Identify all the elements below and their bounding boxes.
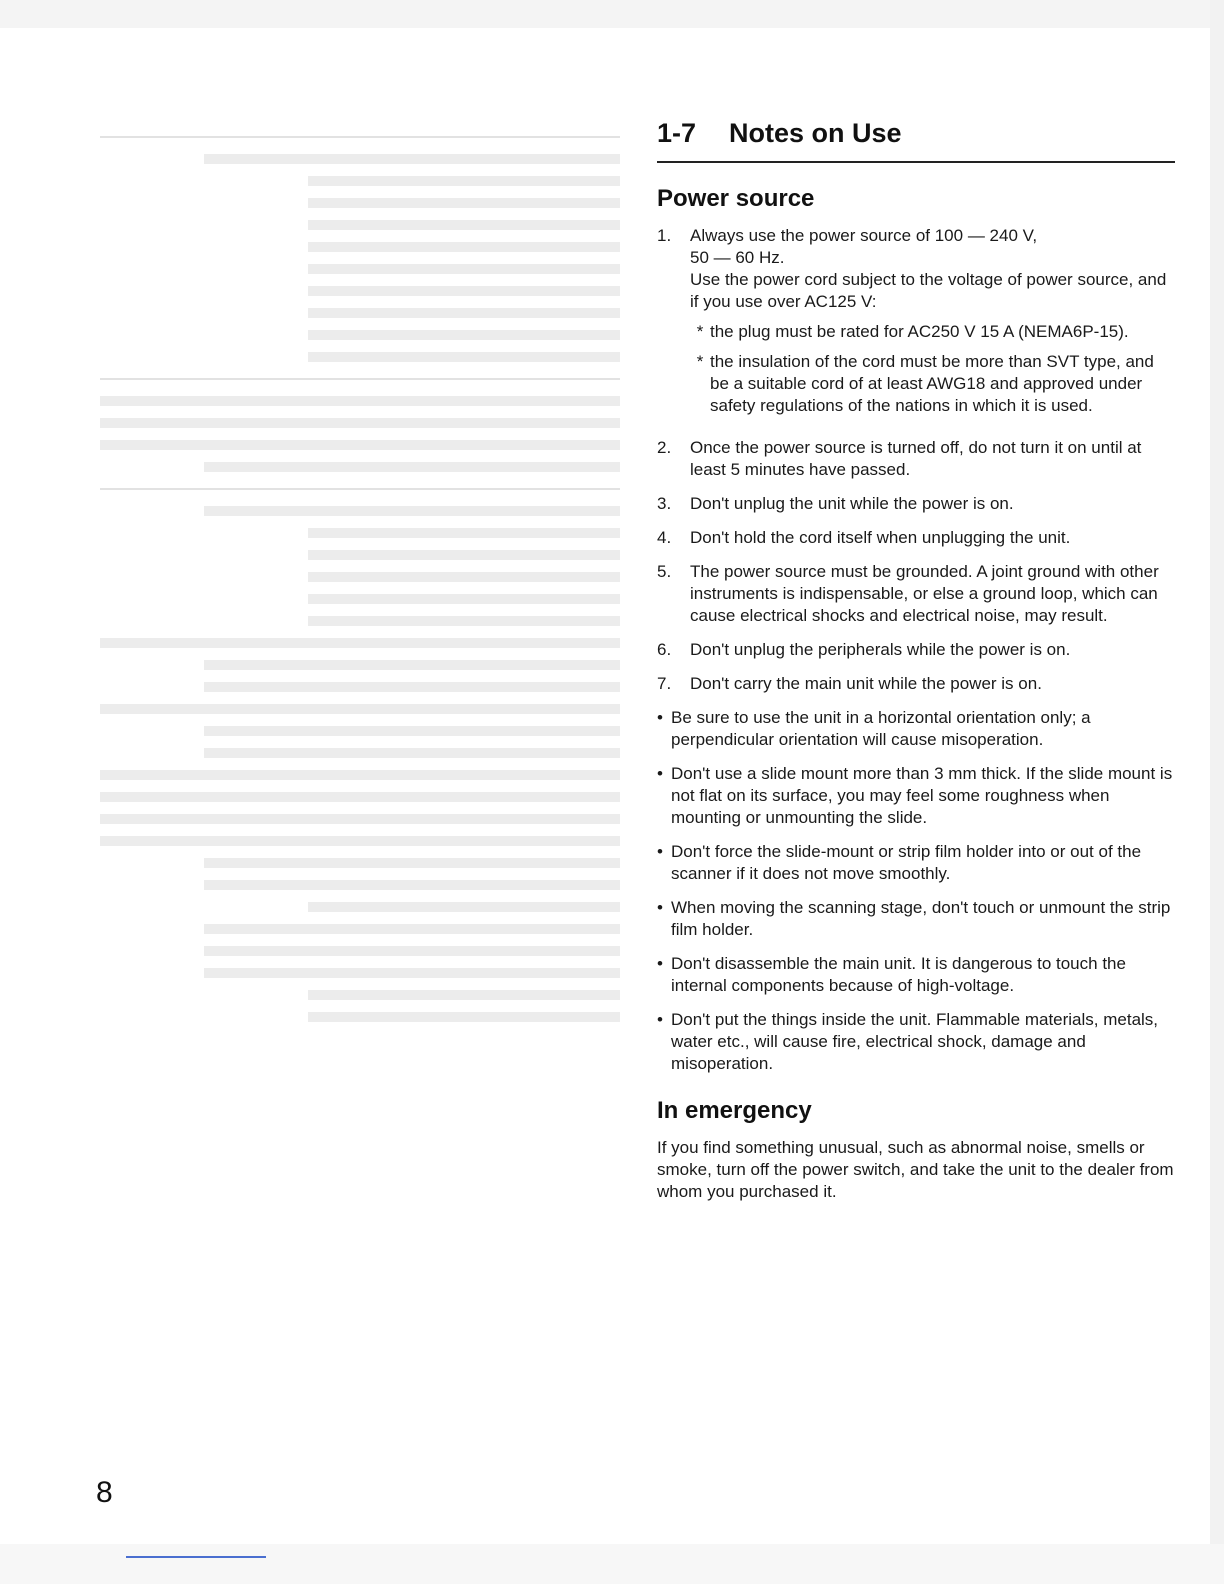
item-text: Don't hold the cord itself when unplugging the unit.	[690, 528, 1071, 547]
item-line: Always use the power source of 100 — 240 V,	[690, 226, 1038, 245]
section-heading	[657, 118, 1177, 149]
note-text: Don't force the slide-mount or strip film holder into or out of the scanner if it does not move smoothly.	[671, 842, 1142, 883]
plug-requirements-list	[690, 321, 1177, 417]
item-text: the insulation of the cord must be more than SVT type, and be a suitable cord of at least AWG18 and approved under safety regulations of the nations in which it is used.	[710, 352, 1154, 415]
item-number: 3.	[657, 494, 672, 513]
caution-note	[657, 897, 1177, 941]
scan-mark	[126, 1556, 266, 1558]
item-number: 7.	[657, 674, 672, 693]
numbered-item	[657, 527, 1177, 549]
caution-note	[657, 707, 1177, 751]
heading-rule	[657, 161, 1175, 163]
numbered-item	[657, 639, 1177, 661]
item-text: The power source must be grounded. A joint ground with other instruments is indispensable, or else a ground loop, which can cause electrical shocks and electrical noise, may result.	[690, 562, 1159, 625]
power-source-heading: Power source	[657, 185, 815, 212]
item-number: 6.	[657, 640, 672, 659]
item-number: 4.	[657, 528, 672, 547]
numbered-item	[657, 561, 1177, 627]
section-number: 1-7	[657, 118, 697, 148]
caution-note	[657, 1009, 1177, 1075]
numbered-item	[657, 225, 1177, 425]
caution-note	[657, 841, 1177, 885]
note-text: Be sure to use the unit in a horizontal orientation only; a perpendicular orientation will cause misoperation.	[671, 708, 1091, 749]
bleed-through-left	[100, 120, 620, 1034]
item-text: Don't unplug the unit while the power is on.	[690, 494, 1014, 513]
page-number: 8	[96, 1476, 113, 1509]
item-number: 1.	[657, 226, 672, 245]
asterisk-marker: *	[696, 322, 704, 341]
bullet-marker: •	[657, 708, 663, 727]
list-item	[690, 351, 1177, 417]
section-title: Notes on Use	[729, 118, 902, 148]
item-number: 5.	[657, 562, 672, 581]
numbered-item	[657, 437, 1177, 481]
numbered-item	[657, 493, 1177, 515]
bullet-marker: •	[657, 842, 663, 861]
caution-note	[657, 763, 1177, 829]
item-number: 2.	[657, 438, 672, 457]
scan-edge-top	[0, 0, 1224, 28]
item-line: Use the power cord subject to the voltage of power source, and if you use over AC125 V:	[690, 270, 1167, 311]
note-text: When moving the scanning stage, don't touch or unmount the strip film holder.	[671, 898, 1171, 939]
note-text: Don't put the things inside the unit. Flammable materials, metals, water etc., will cause fire, electrical shock, damage and misoperation.	[671, 1010, 1159, 1073]
note-text: Don't use a slide mount more than 3 mm thick. If the slide mount is not flat on its surface, you may feel some roughness when mounting or unmounting the slide.	[671, 764, 1173, 827]
emergency-heading: In emergency	[657, 1097, 812, 1124]
item-text: Once the power source is turned off, do not turn it on until at least 5 minutes have passed.	[690, 438, 1142, 479]
bullet-marker: •	[657, 764, 663, 783]
item-text: Don't unplug the peripherals while the power is on.	[690, 640, 1071, 659]
scan-edge-bottom	[0, 1544, 1224, 1584]
emergency-text: If you find something unusual, such as abnormal noise, smells or smoke, turn off the power switch, and take the unit to the dealer from whom you purchased it.	[657, 1138, 1174, 1201]
item-text: Don't carry the main unit while the power is on.	[690, 674, 1042, 693]
item-line: 50 — 60 Hz.	[690, 248, 785, 267]
note-text: Don't disassemble the main unit. It is dangerous to touch the internal components because of high-voltage.	[671, 954, 1126, 995]
numbered-item	[657, 673, 1177, 695]
list-item	[690, 321, 1177, 343]
bullet-marker: •	[657, 898, 663, 917]
bullet-marker: •	[657, 1010, 663, 1029]
item-text: the plug must be rated for AC250 V 15 A (NEMA6P-15).	[710, 322, 1129, 341]
bullet-marker: •	[657, 954, 663, 973]
scan-edge-right	[1210, 0, 1224, 1584]
notes-on-use-column	[657, 118, 1177, 1203]
caution-note	[657, 953, 1177, 997]
asterisk-marker: *	[696, 352, 704, 371]
